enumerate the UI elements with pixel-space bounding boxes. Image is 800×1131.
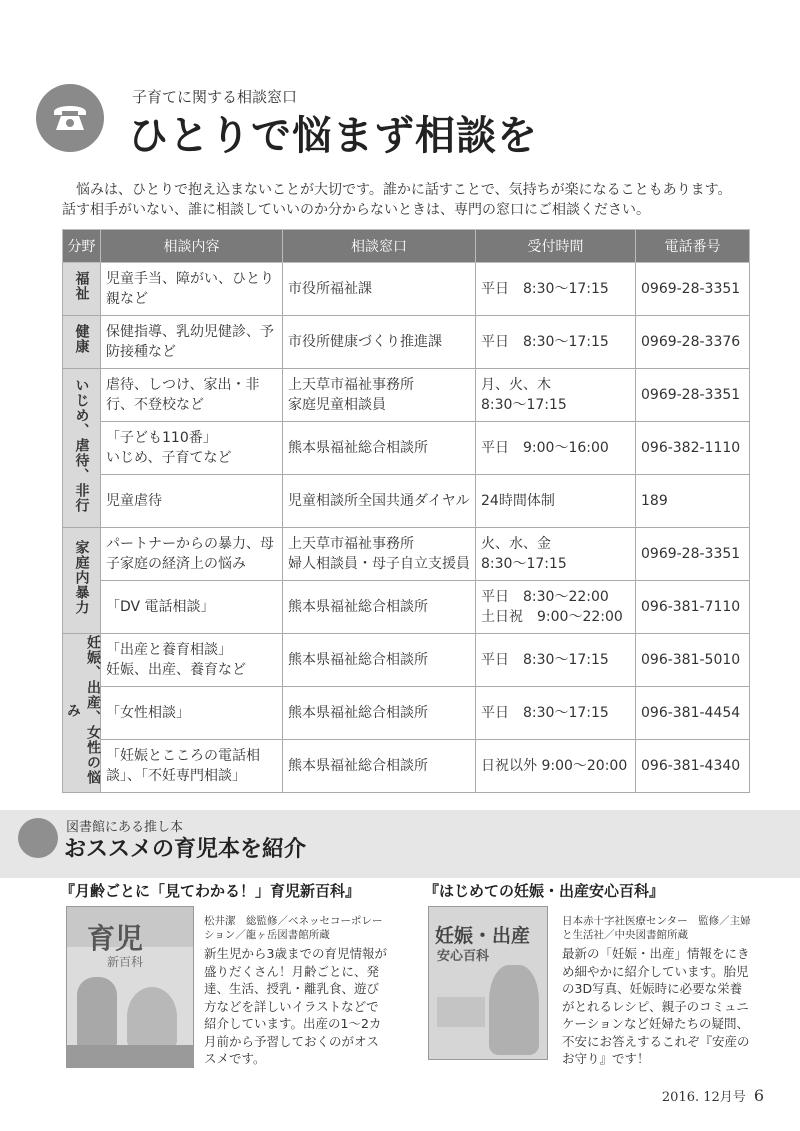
consult-hours: 平日 8:30〜17:15 bbox=[476, 634, 636, 687]
books-section-subtitle: 図書館にある推し本 bbox=[66, 820, 184, 835]
consult-hours: 平日 9:00〜16:00 bbox=[476, 422, 636, 475]
consult-office: 市役所健康づくり推進課 bbox=[283, 316, 476, 369]
consult-hours: 日祝以外 9:00〜20:00 bbox=[476, 740, 636, 793]
table-row bbox=[63, 369, 750, 422]
consult-office: 熊本県福祉総合相談所 bbox=[283, 740, 476, 793]
intro-line-2: 話す相手がいない、誰に相談していいのか分からないときは、専門の窓口にご相談ください。 bbox=[62, 202, 650, 218]
book-1-description: 新生児から3歳までの育児情報が盛りだくさん！月齢ごとに、発達、生活、授乳・離乳食、遊び方などを詳しいイラストなどで紹介しています。出産の1～2カ月前から予習しておくのがオススメです。 bbox=[204, 946, 387, 1066]
consult-office: 上天草市福祉事務所 家庭児童相談員 bbox=[283, 369, 476, 422]
consult-phone: 096-381-5010 bbox=[636, 634, 750, 687]
consult-hours: 平日 8:30〜17:15 bbox=[476, 687, 636, 740]
table-row bbox=[63, 634, 750, 687]
consult-content: 「DV 電話相談」 bbox=[101, 581, 283, 634]
consultation-table bbox=[62, 229, 750, 793]
consult-content: パートナーからの暴力、母子家庭の経済上の悩み bbox=[101, 528, 283, 581]
issue-label: 2016. 12月号 bbox=[661, 1090, 746, 1105]
consult-phone: 0969-28-3351 bbox=[636, 528, 750, 581]
consult-hours: 火、水、金 8:30〜17:15 bbox=[476, 528, 636, 581]
consult-phone: 096-382-1110 bbox=[636, 422, 750, 475]
consult-hours: 月、火、木 8:30〜17:15 bbox=[476, 369, 636, 422]
table-row bbox=[63, 316, 750, 369]
consult-phone: 0969-28-3351 bbox=[636, 369, 750, 422]
consult-hours: 平日 8:30〜17:15 bbox=[476, 263, 636, 316]
consult-content: 児童虐待 bbox=[101, 475, 283, 528]
consult-office: 熊本県福祉総合相談所 bbox=[283, 422, 476, 475]
table-row bbox=[63, 740, 750, 793]
consult-phone: 189 bbox=[636, 475, 750, 528]
book-2-credit: 日本赤十字社医療センター 監修／主婦と生活社／中央図書館所蔵 bbox=[562, 915, 751, 941]
intro-paragraph bbox=[62, 180, 752, 220]
book-1-cover-sub: 新百科 bbox=[107, 955, 144, 969]
consult-office: 児童相談所全国共通ダイヤル bbox=[283, 475, 476, 528]
consult-office: 熊本県福祉総合相談所 bbox=[283, 687, 476, 740]
book-2-cover bbox=[428, 906, 548, 1060]
header-content: 相談内容 bbox=[101, 230, 283, 263]
category-pregnancy-women: 妊娠、出産、女性の悩み bbox=[63, 634, 101, 793]
category-health: 健康 bbox=[63, 316, 101, 369]
header-phone: 電話番号 bbox=[636, 230, 750, 263]
page-footer bbox=[662, 1086, 764, 1105]
book-2-description: 最新の「妊娠・出産」情報をにきめ細やかに紹介しています。胎児の3D写真、妊娠時に必要な栄養がとれるレシピ、親子のコミュニケーションなど妊婦たちの疑問、不安にお答えするこれぞ『安産のお守り』です！ bbox=[562, 946, 750, 1066]
category-welfare: 福祉 bbox=[63, 263, 101, 316]
consult-content: 「妊娠とこころの電話相談」、「不妊専門相談」 bbox=[101, 740, 283, 793]
consult-phone: 096-381-4340 bbox=[636, 740, 750, 793]
consult-content: 保健指導、乳幼児健診、予防接種など bbox=[101, 316, 283, 369]
book-1-cover-title: 育児 bbox=[87, 922, 144, 955]
table-row bbox=[63, 475, 750, 528]
section-subtitle: 子育てに関する相談窓口 bbox=[132, 88, 298, 106]
table-row bbox=[63, 581, 750, 634]
consult-office: 市役所福祉課 bbox=[283, 263, 476, 316]
books-section-title: おススメの育児本を紹介 bbox=[64, 837, 307, 862]
consult-content: 児童手当、障がい、ひとり親など bbox=[101, 263, 283, 316]
consult-content: 「出産と養育相談」 妊娠、出産、養育など bbox=[101, 634, 283, 687]
consult-office: 熊本県福祉総合相談所 bbox=[283, 581, 476, 634]
table-row bbox=[63, 687, 750, 740]
consult-content: 虐待、しつけ、家出・非行、不登校など bbox=[101, 369, 283, 422]
book-1-text bbox=[204, 914, 390, 1068]
book-2-cover-sub: 安心百科 bbox=[437, 949, 490, 964]
table-row bbox=[63, 422, 750, 475]
consult-office: 熊本県福祉総合相談所 bbox=[283, 634, 476, 687]
book-1-cover bbox=[66, 906, 194, 1068]
category-bullying-abuse: いじめ、虐待、非行 bbox=[63, 369, 101, 528]
book-1-title: 『月齢ごとに「見てわかる！」育児新百科』 bbox=[60, 882, 361, 900]
header-office: 相談窓口 bbox=[283, 230, 476, 263]
consult-content: 「女性相談」 bbox=[101, 687, 283, 740]
consult-hours: 平日 8:30〜22:00 土日祝 9:00〜22:00 bbox=[476, 581, 636, 634]
book-1-credit: 松井潔 総監修／ベネッセコーポレーション／龍ヶ岳図書館所蔵 bbox=[204, 915, 383, 941]
category-domestic-violence: 家庭内暴力 bbox=[63, 528, 101, 634]
book-2-text bbox=[562, 914, 752, 1068]
consult-phone: 0969-28-3376 bbox=[636, 316, 750, 369]
page-number: 6 bbox=[753, 1086, 764, 1105]
consult-office: 上天草市福祉事務所 婦人相談員・母子自立支援員 bbox=[283, 528, 476, 581]
book-2-cover-title: 妊娠・出産 bbox=[435, 925, 531, 947]
page-title: ひとりで悩まず相談を bbox=[128, 113, 538, 159]
consult-hours: 24時間体制 bbox=[476, 475, 636, 528]
table-row bbox=[63, 263, 750, 316]
table-header-row bbox=[63, 230, 750, 263]
header-hours: 受付時間 bbox=[476, 230, 636, 263]
intro-line-1: 悩みは、ひとりで抱え込まないことが大切です。誰かに話すことで、気持ちが楽になることもあります。 bbox=[76, 182, 732, 198]
consult-phone: 0969-28-3351 bbox=[636, 263, 750, 316]
consult-phone: 096-381-4454 bbox=[636, 687, 750, 740]
telephone-icon bbox=[36, 84, 104, 152]
book-2-title: 『はじめての妊娠・出産安心百科』 bbox=[424, 882, 665, 900]
consult-phone: 096-381-7110 bbox=[636, 581, 750, 634]
consult-hours: 平日 8:30〜17:15 bbox=[476, 316, 636, 369]
table-row bbox=[63, 528, 750, 581]
section-bullet-icon bbox=[18, 818, 58, 858]
header-category: 分野 bbox=[63, 230, 101, 263]
consult-content: 「子ども110番」 いじめ、子育てなど bbox=[101, 422, 283, 475]
